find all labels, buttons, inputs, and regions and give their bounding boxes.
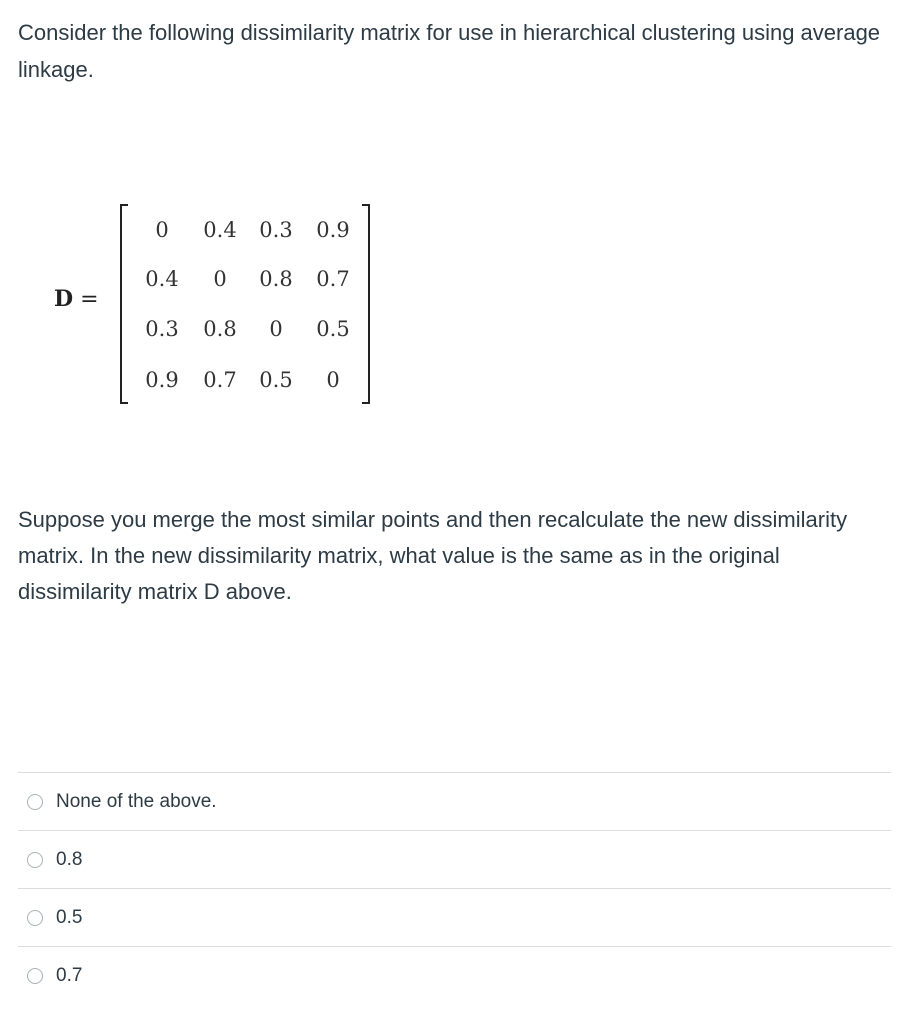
matrix-cell: 0.8	[259, 267, 293, 291]
question-body: Suppose you merge the most similar points and then recalculate the new dissimilarity matrix. In the new dissimilarity matrix, what value is the same as in the original dissimilarity matrix D above.	[18, 507, 848, 604]
matrix-cell: 0.5	[316, 317, 350, 341]
radio-button[interactable]	[27, 910, 43, 926]
answer-option-none[interactable]	[18, 772, 891, 830]
matrix-cell: 0.9	[316, 218, 350, 242]
answer-label[interactable]: 0.5	[56, 906, 83, 928]
matrix-cell: 0	[326, 368, 340, 392]
answer-option-0-8[interactable]	[18, 830, 891, 888]
question-intro: Consider the following dissimilarity matrix for use in hierarchical clustering using average linkage.	[18, 20, 881, 82]
matrix-cell: 0.4	[203, 218, 237, 242]
dissimilarity-matrix	[54, 200, 384, 410]
matrix-cell: 0	[213, 267, 227, 291]
right-bracket	[362, 204, 370, 404]
radio-button[interactable]	[27, 852, 43, 868]
matrix-cell: 0	[269, 317, 283, 341]
matrix-cell: 0.4	[145, 267, 179, 291]
answer-label[interactable]: 0.7	[56, 964, 83, 986]
matrix-equals: =	[73, 287, 99, 312]
matrix-cell: 0.8	[203, 317, 237, 341]
matrix-cell: 0.7	[203, 368, 237, 392]
matrix-cell: 0.7	[316, 267, 350, 291]
matrix-cell: 0.3	[259, 218, 293, 242]
answer-list	[18, 772, 891, 1004]
matrix-cell: 0.3	[145, 317, 179, 341]
answer-label[interactable]: None of the above.	[56, 790, 217, 812]
matrix-symbol: D	[54, 286, 74, 312]
answer-option-0-5[interactable]	[18, 888, 891, 946]
left-bracket	[120, 204, 128, 404]
matrix-label	[54, 286, 99, 312]
matrix-cell: 0.9	[145, 368, 179, 392]
matrix-cell: 0	[155, 218, 169, 242]
answer-option-0-7[interactable]	[18, 946, 891, 1004]
matrix-cell: 0.5	[259, 368, 293, 392]
radio-button[interactable]	[27, 968, 43, 984]
answer-label[interactable]: 0.8	[56, 848, 83, 870]
radio-button[interactable]	[27, 794, 43, 810]
